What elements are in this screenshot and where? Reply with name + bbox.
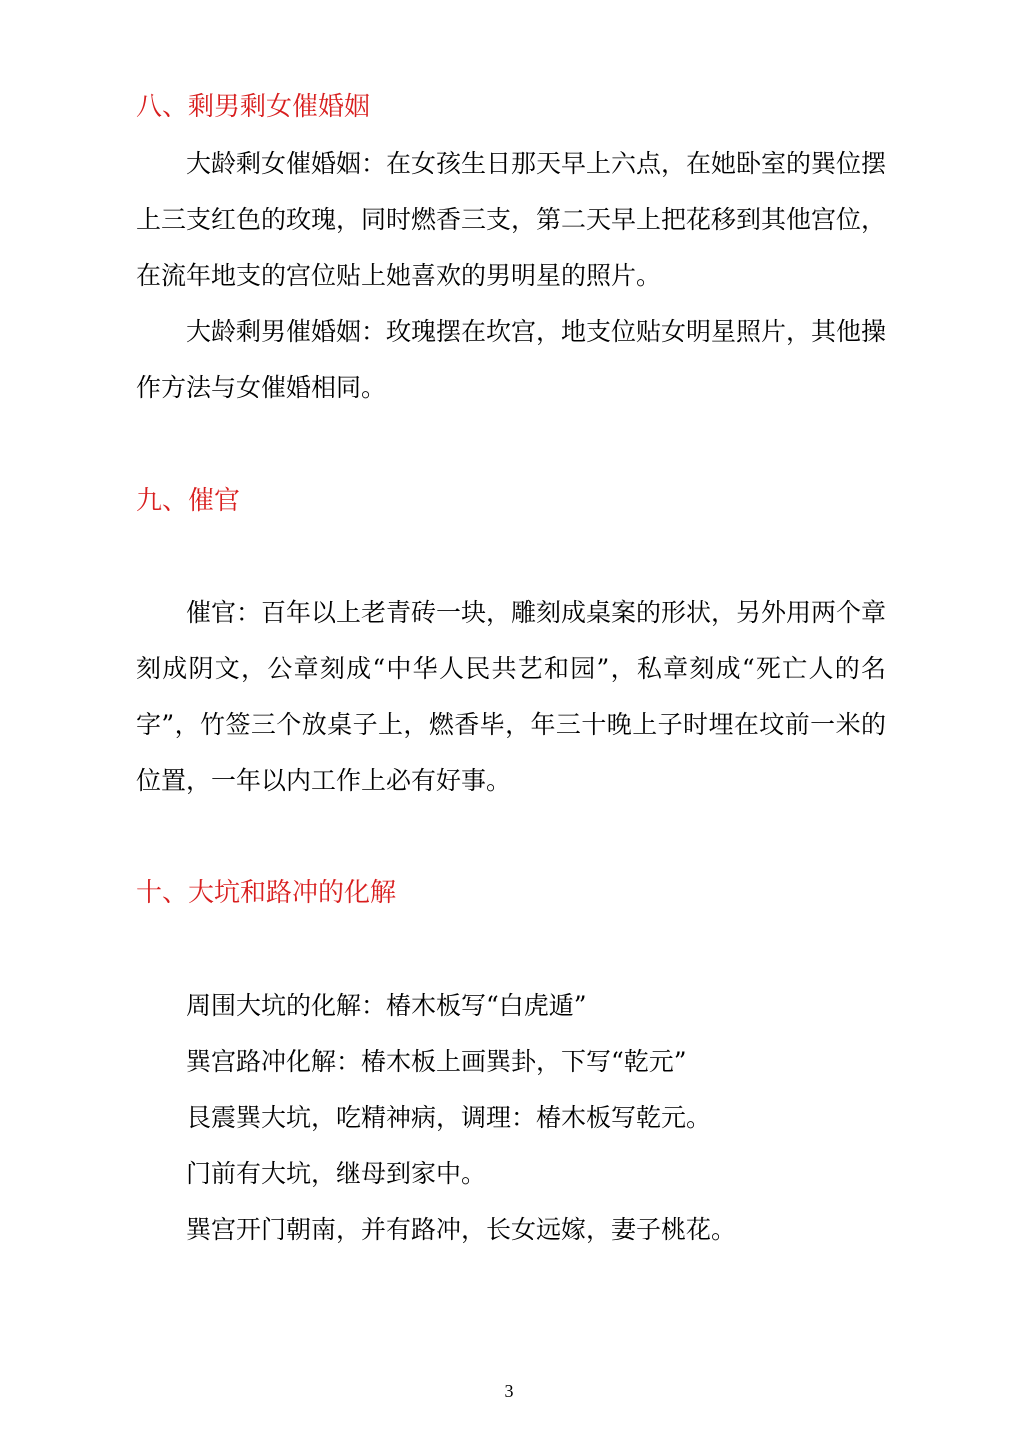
section-10-line-5: 巽宫开门朝南，并有路冲，长女远嫁，妻子桃花。 bbox=[186, 1215, 737, 1244]
section-10-line-3: 艮震巽大坑，吃精神病，调理：椿木板写乾元。 bbox=[186, 1103, 712, 1132]
section-9-paragraph-1: 催官：百年以上老青砖一块，雕刻成桌案的形状，另外用两个章刻成阴文，公章刻成“中华人民共艺和园”，私章刻成“死亡人的名字”，竹签三个放桌子上，燃香毕，年三十晚上子时埋在坟前一米的位置，一年以内工作上必有好事。 bbox=[136, 598, 887, 795]
section-8-paragraph-1: 大龄剩女催婚姻：在女孩生日那天早上六点，在她卧室的巽位摆上三支红色的玫瑰，同时燃香三支，第二天早上把花移到其他宫位，在流年地支的宫位贴上她喜欢的男明星的照片。 bbox=[136, 149, 887, 290]
section-10-heading: 十、大坑和路冲的化解 bbox=[136, 878, 397, 908]
section-8-paragraph-2: 大龄剩男催婚姻：玫瑰摆在坎宫，地支位贴女明星照片，其他操作方法与女催婚相同。 bbox=[136, 317, 887, 402]
section-8-heading: 八、剩男剩女催婚姻 bbox=[136, 92, 371, 122]
page-number: 3 bbox=[504, 1381, 514, 1401]
section-10-line-1: 周围大坑的化解：椿木板写“白虎遁” bbox=[186, 991, 587, 1020]
section-10-line-2: 巽宫路冲化解：椿木板上画巽卦，下写“乾元” bbox=[186, 1047, 687, 1076]
section-10-line-4: 门前有大坑，继母到家中。 bbox=[186, 1159, 487, 1188]
section-9-heading: 九、催官 bbox=[136, 486, 241, 516]
